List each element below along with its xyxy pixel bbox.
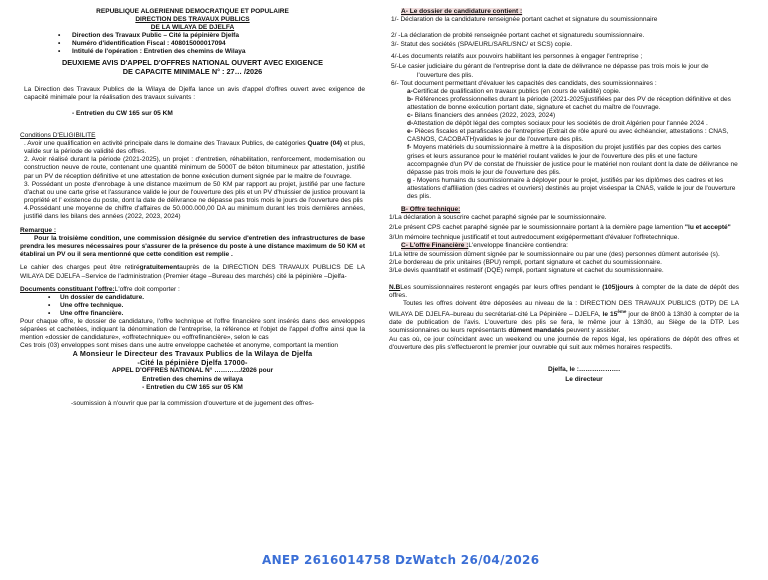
sub-text: Références professionnelles durant la période (2021-2025)justifiées par des PV de réception définitive et des attestation de bonne exécution portant date, signature et cachet du maître de l'ouvrage. <box>407 95 731 111</box>
nb-tail: à compter de la date de dépôt des offres. <box>389 283 739 299</box>
wilaya-line: DE LA WILAYA DE DJELFA <box>150 24 235 31</box>
section-b-heading: B- Offre technique: <box>401 206 461 214</box>
envelope-line-5: - Entretien du CW 165 sur 05 KM <box>142 383 243 391</box>
section-a-item-3: 3/- Statut des sociétés (SPA/EURL/SARL/SNC/ et SCS) copie. <box>391 41 573 49</box>
title-line-1: DEUXIEME AVIS D'APPEL D'OFFRES NATIONAL OUVERT AVEC EXIGENCE <box>62 57 323 67</box>
right-column <box>389 8 739 384</box>
section-c-item-2: 2/Le bordereau de prix unitaires (BPU) rempli, portant signature et cachet du soumissionnaire. <box>389 258 662 266</box>
section-b-item-2-text: 2/Le présent CPS cachet paraphé signée par le soumissionnaire portant à la dernière page lamention <box>389 224 685 232</box>
list-item: • Direction des Travaux Public – Cité la pépinière Djelfa <box>72 32 365 40</box>
list-item: • Une offre technique. <box>60 302 365 310</box>
capacity-c <box>389 112 739 120</box>
envelopes-paragraph: Pour chaque offre, le dossier de candidature, l'offre technique et l'offre financière sont insérés dans des enveloppes séparées et cachetées, indiquant la dénomination de l'entreprise, la référence et l'objet de l'appel d'offre ainsi que la mention «dossier de candidature», «offretechnique» ou «offrefinancière», selon le cas <box>20 318 365 342</box>
sub-text: Bilans financiers des années (2022, 2023, 2024) <box>412 112 556 120</box>
section-c-item-3: 3/Le devis quantitatif et estimatif (DQE) rempli, portant signature et cachet du soumissionnaire. <box>389 266 664 274</box>
nb-paragraph <box>389 284 739 300</box>
section-b-item-3: 3/Un mémoire technique justificatif et tout autredocument exigépermettant d'évaluer l'offretechnique. <box>389 234 680 242</box>
envelopes-paragraph-2: Ces trois (03) enveloppes sont mises dans une autre enveloppe cachetée et anonyme, comportant la mention <box>20 342 339 350</box>
section-a-item-5: 5/-Le casier judiciaire du gérant de l'entreprise dont la date de délivrance ne dépasse pas trois mois le jour de l'ouverture des plis. <box>391 63 709 79</box>
documents-heading-tail: L'offre doit comporter : <box>114 285 180 293</box>
deposit-text: Toutes les offres doivent être déposées au niveau de la : DIRECTION DES TRAVAUX PUBLICS (DTP) DE LA WILAYA DE DJELFA–bureau du secrétariat-cité La Pépinière – DJELFA, <box>389 300 739 319</box>
documents-list <box>20 294 365 318</box>
notice-title <box>20 58 365 77</box>
title-line-2: DE CAPACITE MINIMALE N° : 27… /2026 <box>122 67 263 77</box>
envelope-line-4: Entretien des chemins de wilaya <box>142 375 243 383</box>
remarque-text: Pour la troisième condition, une commission désignée du service d'entretien des infrastructures de base prendra les mesures nécessaires pour s'assurer de la présence du poste à une distance maximum de 50 KM et établirai un PV ou il sera mentionné que cette condition est remplie . <box>20 235 365 259</box>
nb-days: (105)jours <box>602 283 634 291</box>
direction-line: DIRECTION DES TRAVAUX PUBLICS <box>135 16 250 23</box>
intro-paragraph: La Direction des Travaux Publics de la Wilaya de Djelfa lance un avis d'appel d'offres ouvert avec exigence de capacité minimale pour la réalisation des travaux suivants : <box>24 85 365 101</box>
capacity-b <box>389 96 739 112</box>
capacity-a <box>389 88 739 96</box>
sub-letter: b- <box>407 95 414 103</box>
condition-4: 4.Possédant une moyenne de chiffre d'affaires de 50.000.000,00 DA au minimum durant les trois dernières années, justifié dans les bilans des années (2022, 2023, 2024) <box>24 204 365 221</box>
lu-accepte: "lu et accepté" <box>684 224 731 232</box>
capacity-g <box>389 177 739 201</box>
capacity-f <box>389 144 739 176</box>
header-bullets <box>20 32 365 57</box>
cahier-paragraph <box>20 264 365 280</box>
section-a-item-6: 6/- Tout document permettant d'évaluer les capacités des candidats, des soumissionnaires : <box>391 79 657 87</box>
weekend-paragraph: Au cas où, ce jour coïncidant avec un weekend ou une journée de repos légal, les opérations de dépôt des offres et d'ouverture des plis s'effectueront le premier jour ouvrable qui suit aux mêmes horaires respectifs. <box>389 335 739 351</box>
cahier-tail: auprès de la DIRECTION DES TRAVAUX PUBLICS DE LA WILAYA DE DJELFA –Service de l'administration (Premier étage –Bureau des marchés) cité la pépinière –Djelfa- <box>20 264 365 280</box>
section-c-heading-line <box>389 242 739 250</box>
envelope-line-6: -soumission à n'ouvrir que par la commission d'ouverture et de jugement des offres- <box>71 399 314 407</box>
condition-1 <box>20 140 365 156</box>
signature-place: Djelfa, le :………………. <box>547 365 621 373</box>
condition-1-tail: et plus, valide sur la période de validité des offres. <box>24 140 365 156</box>
deposit-text-2: jour de 8h00 à 13h30 à compter de la date de publication de l'avis. L'ouverture des plis se fera, le même jour à 13h30, au Siège de la DTP. Les soumissionnaires ou leurs représentants <box>389 311 740 335</box>
section-c-tail: L'enveloppe financière contiendra: <box>468 242 568 250</box>
sub-letter: g <box>407 176 411 184</box>
section-a-item-4: 4/-Les documents relatifs aux pouvoirs habilitant les personnes à engager l'entreprise ; <box>391 53 643 61</box>
sub-letter: a- <box>407 87 413 95</box>
cahier-free: gratuitement <box>139 264 180 272</box>
section-a-heading: A- Le dossier de candidature contient : <box>401 8 523 15</box>
sub-text: Pièces fiscales et parafiscales de l'entreprise (Extrait de rôle apuré ou avec échéancier, attestations : CNAS, CASNOS, CACOBATH)valides le jour de l'ouverture des plis. <box>407 128 729 144</box>
envelope-address <box>20 350 365 408</box>
deposit-day: le 15 <box>602 311 618 319</box>
envelope-line-2: -Cité la pépinière Djelfa 17000- <box>137 357 248 367</box>
sub-text: Certificat de qualification en travaux publics (en cours de validité) copie. <box>412 87 621 95</box>
deposit-day-suffix: ème <box>617 309 627 315</box>
list-item: • Une offre financière. <box>60 310 365 318</box>
remarque-heading: Remarque : <box>20 227 57 235</box>
left-column <box>20 8 365 408</box>
sub-text: - Moyens humains du soumissionnaire à déployer pour le projet, justifiés par les diplômes des cadres et les attestations d'affiliation (des cadres et ouvriers) destinés au projet viséespar la CNAS, valide le jour de l'ouverture des plis. <box>407 176 736 200</box>
section-b-item-1: 1/La déclaration à souscrire cachet paraphé signée par le soumissionnaire. <box>389 214 607 222</box>
documents-heading-line <box>20 286 365 294</box>
eligibility-heading: Conditions D'ELIGIBILITE <box>20 132 96 140</box>
anep-footer: ANEP 2616014758 DzWatch 26/04/2026 <box>262 553 540 567</box>
list-item: • Numéro d'identification Fiscal : 408015000017094 <box>72 40 365 48</box>
envelope-line-3: APPEL D'OFFRES NATIONAL N° …………/2026 pour <box>111 366 274 374</box>
republic-line: REPUBLIQUE ALGERIENNE DEMOCRATIQUE ET POPULAIRE <box>96 8 289 15</box>
nb-text: Les soumissionnaires resteront engagés par leurs offres pendant le <box>400 283 603 291</box>
documents-heading: Documents constituant l'offre: <box>20 285 115 293</box>
section-a-item-2: 2/ -La déclaration de probité renseignée portant cachet et signaturedu soumissionnaire. <box>391 32 645 40</box>
mandated: dûment mandatés <box>508 327 565 335</box>
capacity-e <box>389 128 739 144</box>
document-header <box>20 8 365 32</box>
sub-text: Attestation de dépôt légal des comptes sociaux pour les sociétés de droit Algérien pour l'année 2024 . <box>413 120 708 128</box>
condition-1-text: . Avoir une qualification en activité principale dans le domaine des Travaux Publics, de catégories <box>24 140 308 148</box>
capacity-d <box>389 120 739 128</box>
sub-letter: e- <box>407 128 413 136</box>
list-item: • Un dossier de candidature. <box>60 294 365 302</box>
list-item: • Intitulé de l'opération : Entretien des chemins de Wilaya <box>72 48 365 56</box>
section-a-item-1: 1/- Déclaration de la candidature renseignée portant cachet et signature du soumissionnaire <box>391 16 658 24</box>
sub-text: Moyens matériels du soumissionnaire à mettre à la disposition du projet justifiés par des copies des cartes grises et leurs assurance pour le matériel roulant valides le jour de l'ouverture des plis et une facture accompagnée d'un PV de constat de l'huissier de justice pour le matériel non roulant dont la date de délivrance ne dépasse pas trois mois le jour de l'ouverture des plis. <box>407 144 738 176</box>
sub-letter: c- <box>407 112 413 120</box>
section-c-heading: C- L'offre Financière : <box>401 242 469 250</box>
sub-letter: f- <box>407 144 412 152</box>
signature-title: Le directeur <box>565 375 603 383</box>
deposit-tail: peuvent y assister. <box>564 327 621 335</box>
condition-3: 3. Possédant un poste d'enrobage à une distance maximum de 50 KM par rapport au projet, justifié par une facture d'achat ou une carte grise et l'assurance valide le jour de l'ouverture des plis et un PV d'huissier de justice prouvant la propriété et l' existence du poste, dont la date de délivrance ne dépasse pas trois mois le jours de l'ouverture des plis <box>24 180 365 204</box>
deposit-paragraph <box>389 300 739 336</box>
lot-line: - Entretien du CW 165 sur 05 KM <box>72 109 173 117</box>
nb-label: N.B <box>389 283 401 291</box>
section-b-item-2 <box>389 224 739 232</box>
category-value: Quatre (04) <box>307 140 343 148</box>
section-c-item-1: 1/La lettre de soumission dûment signée par le soumissionnaire ou par une (des) personnes dûment autorisée (s). <box>389 250 720 258</box>
condition-2: 2. Avoir réalisé durant la période (2021-2025), un projet : d'entretien, réhabilitation, renforcement, modernisation ou construction neuve de route, contenant une quantité minimum de 5000T de béton bitumineux par attestation, justifié par un PV de réception définitive et une attestation de bonne exécution dument signée par le maitre de l'ouvrage. <box>24 156 365 180</box>
cahier-text: Le cahier des charges peut être retiré <box>20 264 140 272</box>
envelope-line-1: A Monsieur le Directeur des Travaux Publics de la Wilaya de Djelfa <box>72 349 313 359</box>
sub-letter: d- <box>407 120 414 128</box>
